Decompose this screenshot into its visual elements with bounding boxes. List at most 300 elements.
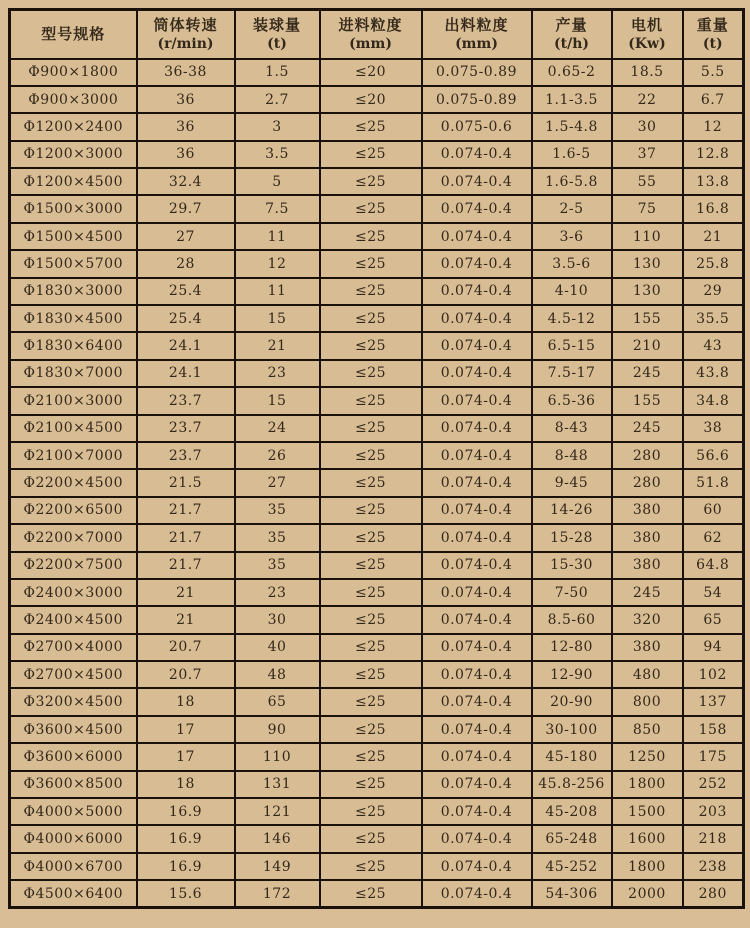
cell-discharge-size: 0.075-0.89 (422, 86, 532, 113)
cell-cylinder-speed: 17 (137, 716, 235, 743)
cell-discharge-size: 0.074-0.4 (422, 195, 532, 222)
cell-motor-power: 130 (612, 278, 683, 305)
cell-model-spec: Φ2200×4500 (10, 469, 137, 496)
table-row (10, 223, 744, 250)
cell-discharge-size: 0.074-0.4 (422, 579, 532, 606)
cell-cylinder-speed: 23.7 (137, 415, 235, 442)
cell-capacity: 0.65-2 (532, 59, 612, 86)
cell-capacity: 7-50 (532, 579, 612, 606)
cell-feed-size: ≤25 (320, 195, 422, 222)
cell-weight: 12 (683, 113, 744, 140)
cell-capacity: 8.5-60 (532, 606, 612, 633)
column-label: 产量 (555, 16, 588, 35)
cell-capacity: 15-30 (532, 552, 612, 579)
cell-ball-load: 48 (235, 661, 320, 688)
table-row (10, 442, 744, 469)
cell-model-spec: Φ2200×7000 (10, 524, 137, 551)
cell-feed-size: ≤20 (320, 59, 422, 86)
cell-feed-size: ≤25 (320, 387, 422, 414)
cell-capacity: 65-248 (532, 825, 612, 852)
cell-discharge-size: 0.074-0.4 (422, 469, 532, 496)
column-label: 筒体转速 (153, 16, 218, 35)
table-row (10, 688, 744, 715)
column-label: 型号规格 (41, 24, 106, 43)
table-row (10, 661, 744, 688)
table-row (10, 798, 744, 825)
cell-discharge-size: 0.074-0.4 (422, 442, 532, 469)
cell-model-spec: Φ2400×4500 (10, 606, 137, 633)
cell-ball-load: 15 (235, 305, 320, 332)
cell-motor-power: 210 (612, 332, 683, 359)
cell-cylinder-speed: 23.7 (137, 442, 235, 469)
cell-weight: 218 (683, 825, 744, 852)
cell-model-spec: Φ3200×4500 (10, 688, 137, 715)
cell-cylinder-speed: 27 (137, 223, 235, 250)
cell-capacity: 1.5-4.8 (532, 113, 612, 140)
cell-model-spec: Φ3600×8500 (10, 771, 137, 798)
column-unit: (mm) (455, 36, 498, 53)
cell-motor-power: 280 (612, 469, 683, 496)
cell-feed-size: ≤25 (320, 688, 422, 715)
cell-ball-load: 26 (235, 442, 320, 469)
table-row (10, 880, 744, 907)
cell-capacity: 54-306 (532, 880, 612, 907)
cell-capacity: 20-90 (532, 688, 612, 715)
cell-cylinder-speed: 29.7 (137, 195, 235, 222)
cell-discharge-size: 0.075-0.89 (422, 59, 532, 86)
cell-cylinder-speed: 20.7 (137, 661, 235, 688)
cell-feed-size: ≤25 (320, 606, 422, 633)
cell-feed-size: ≤25 (320, 497, 422, 524)
cell-cylinder-speed: 32.4 (137, 168, 235, 195)
cell-motor-power: 245 (612, 579, 683, 606)
table-row (10, 497, 744, 524)
column-label: 出料粒度 (444, 16, 509, 35)
cell-model-spec: Φ1500×5700 (10, 250, 137, 277)
cell-ball-load: 21 (235, 332, 320, 359)
cell-cylinder-speed: 36 (137, 86, 235, 113)
cell-discharge-size: 0.074-0.4 (422, 825, 532, 852)
table-row (10, 86, 744, 113)
cell-model-spec: Φ1500×3000 (10, 195, 137, 222)
cell-model-spec: Φ2100×7000 (10, 442, 137, 469)
cell-ball-load: 12 (235, 250, 320, 277)
cell-model-spec: Φ4500×6400 (10, 880, 137, 907)
cell-ball-load: 2.7 (235, 86, 320, 113)
cell-motor-power: 1800 (612, 853, 683, 880)
cell-feed-size: ≤25 (320, 716, 422, 743)
table-row (10, 278, 744, 305)
ball-mill-spec-table (8, 8, 745, 909)
column-header-feed-size (320, 10, 422, 59)
cell-capacity: 3.5-6 (532, 250, 612, 277)
cell-weight: 102 (683, 661, 744, 688)
cell-weight: 43.8 (683, 360, 744, 387)
cell-ball-load: 121 (235, 798, 320, 825)
cell-model-spec: Φ2100×3000 (10, 387, 137, 414)
cell-model-spec: Φ3600×6000 (10, 743, 137, 770)
table-row (10, 113, 744, 140)
cell-motor-power: 30 (612, 113, 683, 140)
cell-capacity: 1.6-5.8 (532, 168, 612, 195)
column-unit: (t/h) (553, 36, 589, 53)
cell-discharge-size: 0.075-0.6 (422, 113, 532, 140)
cell-cylinder-speed: 17 (137, 743, 235, 770)
cell-weight: 60 (683, 497, 744, 524)
cell-feed-size: ≤25 (320, 743, 422, 770)
cell-motor-power: 850 (612, 716, 683, 743)
column-header-ball-load (235, 10, 320, 59)
cell-cylinder-speed: 28 (137, 250, 235, 277)
column-unit: (t) (702, 36, 723, 53)
cell-model-spec: Φ2200×6500 (10, 497, 137, 524)
table-row (10, 360, 744, 387)
table-row (10, 579, 744, 606)
cell-capacity: 45-180 (532, 743, 612, 770)
cell-model-spec: Φ1200×3000 (10, 141, 137, 168)
column-header-motor-power (612, 10, 683, 59)
cell-ball-load: 15 (235, 387, 320, 414)
cell-ball-load: 1.5 (235, 59, 320, 86)
cell-motor-power: 800 (612, 688, 683, 715)
table-row (10, 141, 744, 168)
cell-ball-load: 131 (235, 771, 320, 798)
cell-motor-power: 130 (612, 250, 683, 277)
cell-cylinder-speed: 15.6 (137, 880, 235, 907)
cell-model-spec: Φ1500×4500 (10, 223, 137, 250)
column-header-model-spec (10, 10, 137, 59)
cell-weight: 252 (683, 771, 744, 798)
cell-feed-size: ≤25 (320, 661, 422, 688)
cell-weight: 43 (683, 332, 744, 359)
cell-ball-load: 65 (235, 688, 320, 715)
cell-motor-power: 155 (612, 387, 683, 414)
table-row (10, 59, 744, 86)
cell-cylinder-speed: 18 (137, 771, 235, 798)
cell-model-spec: Φ1830×4500 (10, 305, 137, 332)
cell-discharge-size: 0.074-0.4 (422, 141, 532, 168)
cell-weight: 56.6 (683, 442, 744, 469)
cell-feed-size: ≤25 (320, 524, 422, 551)
cell-motor-power: 1600 (612, 825, 683, 852)
cell-motor-power: 110 (612, 223, 683, 250)
cell-discharge-size: 0.074-0.4 (422, 250, 532, 277)
table-row (10, 716, 744, 743)
table-row (10, 305, 744, 332)
cell-model-spec: Φ2100×4500 (10, 415, 137, 442)
cell-discharge-size: 0.074-0.4 (422, 771, 532, 798)
table-row (10, 743, 744, 770)
cell-capacity: 8-43 (532, 415, 612, 442)
column-header-weight (683, 10, 744, 59)
cell-cylinder-speed: 25.4 (137, 278, 235, 305)
cell-ball-load: 11 (235, 278, 320, 305)
cell-discharge-size: 0.074-0.4 (422, 415, 532, 442)
cell-weight: 21 (683, 223, 744, 250)
cell-cylinder-speed: 25.4 (137, 305, 235, 332)
cell-model-spec: Φ2400×3000 (10, 579, 137, 606)
cell-cylinder-speed: 16.9 (137, 853, 235, 880)
cell-weight: 54 (683, 579, 744, 606)
cell-feed-size: ≤25 (320, 278, 422, 305)
cell-feed-size: ≤25 (320, 853, 422, 880)
cell-motor-power: 480 (612, 661, 683, 688)
cell-capacity: 30-100 (532, 716, 612, 743)
cell-ball-load: 7.5 (235, 195, 320, 222)
cell-discharge-size: 0.074-0.4 (422, 360, 532, 387)
cell-feed-size: ≤25 (320, 579, 422, 606)
table-row (10, 332, 744, 359)
column-label: 装球量 (252, 16, 301, 35)
cell-motor-power: 380 (612, 634, 683, 661)
cell-capacity: 6.5-15 (532, 332, 612, 359)
cell-capacity: 4-10 (532, 278, 612, 305)
cell-cylinder-speed: 21 (137, 579, 235, 606)
cell-ball-load: 35 (235, 497, 320, 524)
cell-model-spec: Φ1200×2400 (10, 113, 137, 140)
cell-model-spec: Φ2200×7500 (10, 552, 137, 579)
cell-feed-size: ≤25 (320, 771, 422, 798)
cell-discharge-size: 0.074-0.4 (422, 688, 532, 715)
cell-motor-power: 22 (612, 86, 683, 113)
cell-discharge-size: 0.074-0.4 (422, 497, 532, 524)
cell-discharge-size: 0.074-0.4 (422, 798, 532, 825)
cell-motor-power: 1250 (612, 743, 683, 770)
cell-capacity: 1.6-5 (532, 141, 612, 168)
cell-weight: 280 (683, 880, 744, 907)
cell-cylinder-speed: 18 (137, 688, 235, 715)
table-row (10, 415, 744, 442)
table-row (10, 469, 744, 496)
column-unit: (t) (267, 36, 287, 53)
cell-discharge-size: 0.074-0.4 (422, 853, 532, 880)
cell-feed-size: ≤25 (320, 223, 422, 250)
cell-discharge-size: 0.074-0.4 (422, 880, 532, 907)
cell-ball-load: 3.5 (235, 141, 320, 168)
cell-motor-power: 280 (612, 442, 683, 469)
cell-capacity: 1.1-3.5 (532, 86, 612, 113)
cell-weight: 38 (683, 415, 744, 442)
cell-cylinder-speed: 21.7 (137, 497, 235, 524)
cell-feed-size: ≤25 (320, 360, 422, 387)
cell-feed-size: ≤25 (320, 798, 422, 825)
cell-motor-power: 37 (612, 141, 683, 168)
cell-ball-load: 11 (235, 223, 320, 250)
cell-capacity: 45-208 (532, 798, 612, 825)
cell-capacity: 9-45 (532, 469, 612, 496)
cell-model-spec: Φ2700×4000 (10, 634, 137, 661)
column-unit: (r/min) (157, 36, 214, 53)
cell-ball-load: 146 (235, 825, 320, 852)
cell-ball-load: 24 (235, 415, 320, 442)
cell-discharge-size: 0.074-0.4 (422, 223, 532, 250)
column-label: 进料粒度 (338, 16, 403, 35)
cell-motor-power: 245 (612, 360, 683, 387)
cell-discharge-size: 0.074-0.4 (422, 305, 532, 332)
table-row (10, 552, 744, 579)
cell-ball-load: 30 (235, 606, 320, 633)
cell-capacity: 15-28 (532, 524, 612, 551)
cell-cylinder-speed: 36-38 (137, 59, 235, 86)
cell-weight: 175 (683, 743, 744, 770)
cell-ball-load: 110 (235, 743, 320, 770)
cell-model-spec: Φ4000×6000 (10, 825, 137, 852)
column-header-capacity (532, 10, 612, 59)
cell-cylinder-speed: 20.7 (137, 634, 235, 661)
table-row (10, 195, 744, 222)
cell-motor-power: 55 (612, 168, 683, 195)
cell-weight: 12.8 (683, 141, 744, 168)
cell-capacity: 12-80 (532, 634, 612, 661)
cell-cylinder-speed: 24.1 (137, 360, 235, 387)
table-row (10, 606, 744, 633)
column-unit: (mm) (349, 36, 392, 53)
cell-feed-size: ≤25 (320, 141, 422, 168)
table-row (10, 524, 744, 551)
cell-discharge-size: 0.074-0.4 (422, 661, 532, 688)
cell-discharge-size: 0.074-0.4 (422, 634, 532, 661)
cell-ball-load: 90 (235, 716, 320, 743)
cell-ball-load: 23 (235, 360, 320, 387)
cell-cylinder-speed: 36 (137, 113, 235, 140)
cell-motor-power: 1500 (612, 798, 683, 825)
cell-weight: 16.8 (683, 195, 744, 222)
cell-weight: 62 (683, 524, 744, 551)
cell-capacity: 8-48 (532, 442, 612, 469)
cell-discharge-size: 0.074-0.4 (422, 278, 532, 305)
cell-capacity: 45.8-256 (532, 771, 612, 798)
table-row (10, 168, 744, 195)
cell-cylinder-speed: 21.7 (137, 524, 235, 551)
cell-capacity: 14-26 (532, 497, 612, 524)
cell-discharge-size: 0.074-0.4 (422, 606, 532, 633)
cell-cylinder-speed: 23.7 (137, 387, 235, 414)
cell-feed-size: ≤25 (320, 880, 422, 907)
cell-capacity: 2-5 (532, 195, 612, 222)
cell-model-spec: Φ1830×6400 (10, 332, 137, 359)
cell-cylinder-speed: 21.7 (137, 552, 235, 579)
column-unit: (Kw) (628, 36, 666, 53)
table-row (10, 771, 744, 798)
cell-model-spec: Φ4000×5000 (10, 798, 137, 825)
cell-weight: 64.8 (683, 552, 744, 579)
cell-weight: 6.7 (683, 86, 744, 113)
cell-cylinder-speed: 21.5 (137, 469, 235, 496)
cell-discharge-size: 0.074-0.4 (422, 524, 532, 551)
cell-weight: 29 (683, 278, 744, 305)
cell-cylinder-speed: 24.1 (137, 332, 235, 359)
cell-discharge-size: 0.074-0.4 (422, 387, 532, 414)
cell-feed-size: ≤25 (320, 250, 422, 277)
table-row (10, 853, 744, 880)
cell-motor-power: 320 (612, 606, 683, 633)
cell-motor-power: 155 (612, 305, 683, 332)
cell-motor-power: 18.5 (612, 59, 683, 86)
cell-feed-size: ≤25 (320, 113, 422, 140)
cell-cylinder-speed: 16.9 (137, 798, 235, 825)
cell-ball-load: 35 (235, 524, 320, 551)
cell-feed-size: ≤20 (320, 86, 422, 113)
cell-model-spec: Φ2700×4500 (10, 661, 137, 688)
cell-discharge-size: 0.074-0.4 (422, 552, 532, 579)
cell-weight: 5.5 (683, 59, 744, 86)
cell-feed-size: ≤25 (320, 469, 422, 496)
cell-weight: 25.8 (683, 250, 744, 277)
cell-feed-size: ≤25 (320, 415, 422, 442)
cell-weight: 238 (683, 853, 744, 880)
cell-feed-size: ≤25 (320, 305, 422, 332)
cell-discharge-size: 0.074-0.4 (422, 743, 532, 770)
cell-feed-size: ≤25 (320, 168, 422, 195)
cell-ball-load: 40 (235, 634, 320, 661)
cell-cylinder-speed: 21 (137, 606, 235, 633)
cell-capacity: 4.5-12 (532, 305, 612, 332)
cell-feed-size: ≤25 (320, 825, 422, 852)
cell-discharge-size: 0.074-0.4 (422, 168, 532, 195)
cell-motor-power: 380 (612, 552, 683, 579)
cell-capacity: 3-6 (532, 223, 612, 250)
cell-discharge-size: 0.074-0.4 (422, 716, 532, 743)
cell-ball-load: 149 (235, 853, 320, 880)
cell-capacity: 7.5-17 (532, 360, 612, 387)
table-row (10, 634, 744, 661)
cell-ball-load: 35 (235, 552, 320, 579)
cell-model-spec: Φ900×1800 (10, 59, 137, 86)
cell-weight: 34.8 (683, 387, 744, 414)
cell-motor-power: 75 (612, 195, 683, 222)
cell-ball-load: 23 (235, 579, 320, 606)
cell-model-spec: Φ3600×4500 (10, 716, 137, 743)
cell-weight: 158 (683, 716, 744, 743)
table-row (10, 250, 744, 277)
cell-motor-power: 1800 (612, 771, 683, 798)
column-header-cylinder-speed (137, 10, 235, 59)
cell-motor-power: 380 (612, 497, 683, 524)
cell-feed-size: ≤25 (320, 442, 422, 469)
cell-ball-load: 3 (235, 113, 320, 140)
column-label: 电机 (630, 16, 663, 35)
cell-ball-load: 27 (235, 469, 320, 496)
cell-capacity: 6.5-36 (532, 387, 612, 414)
table-header-row (10, 10, 744, 59)
cell-discharge-size: 0.074-0.4 (422, 332, 532, 359)
cell-weight: 51.8 (683, 469, 744, 496)
cell-model-spec: Φ1830×3000 (10, 278, 137, 305)
cell-weight: 65 (683, 606, 744, 633)
column-header-discharge-size (422, 10, 532, 59)
cell-ball-load: 5 (235, 168, 320, 195)
cell-weight: 203 (683, 798, 744, 825)
cell-motor-power: 245 (612, 415, 683, 442)
cell-weight: 35.5 (683, 305, 744, 332)
column-label: 重量 (696, 16, 729, 35)
table-row (10, 825, 744, 852)
cell-feed-size: ≤25 (320, 634, 422, 661)
cell-capacity: 12-90 (532, 661, 612, 688)
cell-model-spec: Φ1830×7000 (10, 360, 137, 387)
cell-weight: 137 (683, 688, 744, 715)
cell-feed-size: ≤25 (320, 332, 422, 359)
cell-model-spec: Φ900×3000 (10, 86, 137, 113)
cell-capacity: 45-252 (532, 853, 612, 880)
cell-weight: 94 (683, 634, 744, 661)
table-row (10, 387, 744, 414)
cell-model-spec: Φ1200×4500 (10, 168, 137, 195)
cell-cylinder-speed: 36 (137, 141, 235, 168)
cell-motor-power: 2000 (612, 880, 683, 907)
cell-feed-size: ≤25 (320, 552, 422, 579)
cell-weight: 13.8 (683, 168, 744, 195)
